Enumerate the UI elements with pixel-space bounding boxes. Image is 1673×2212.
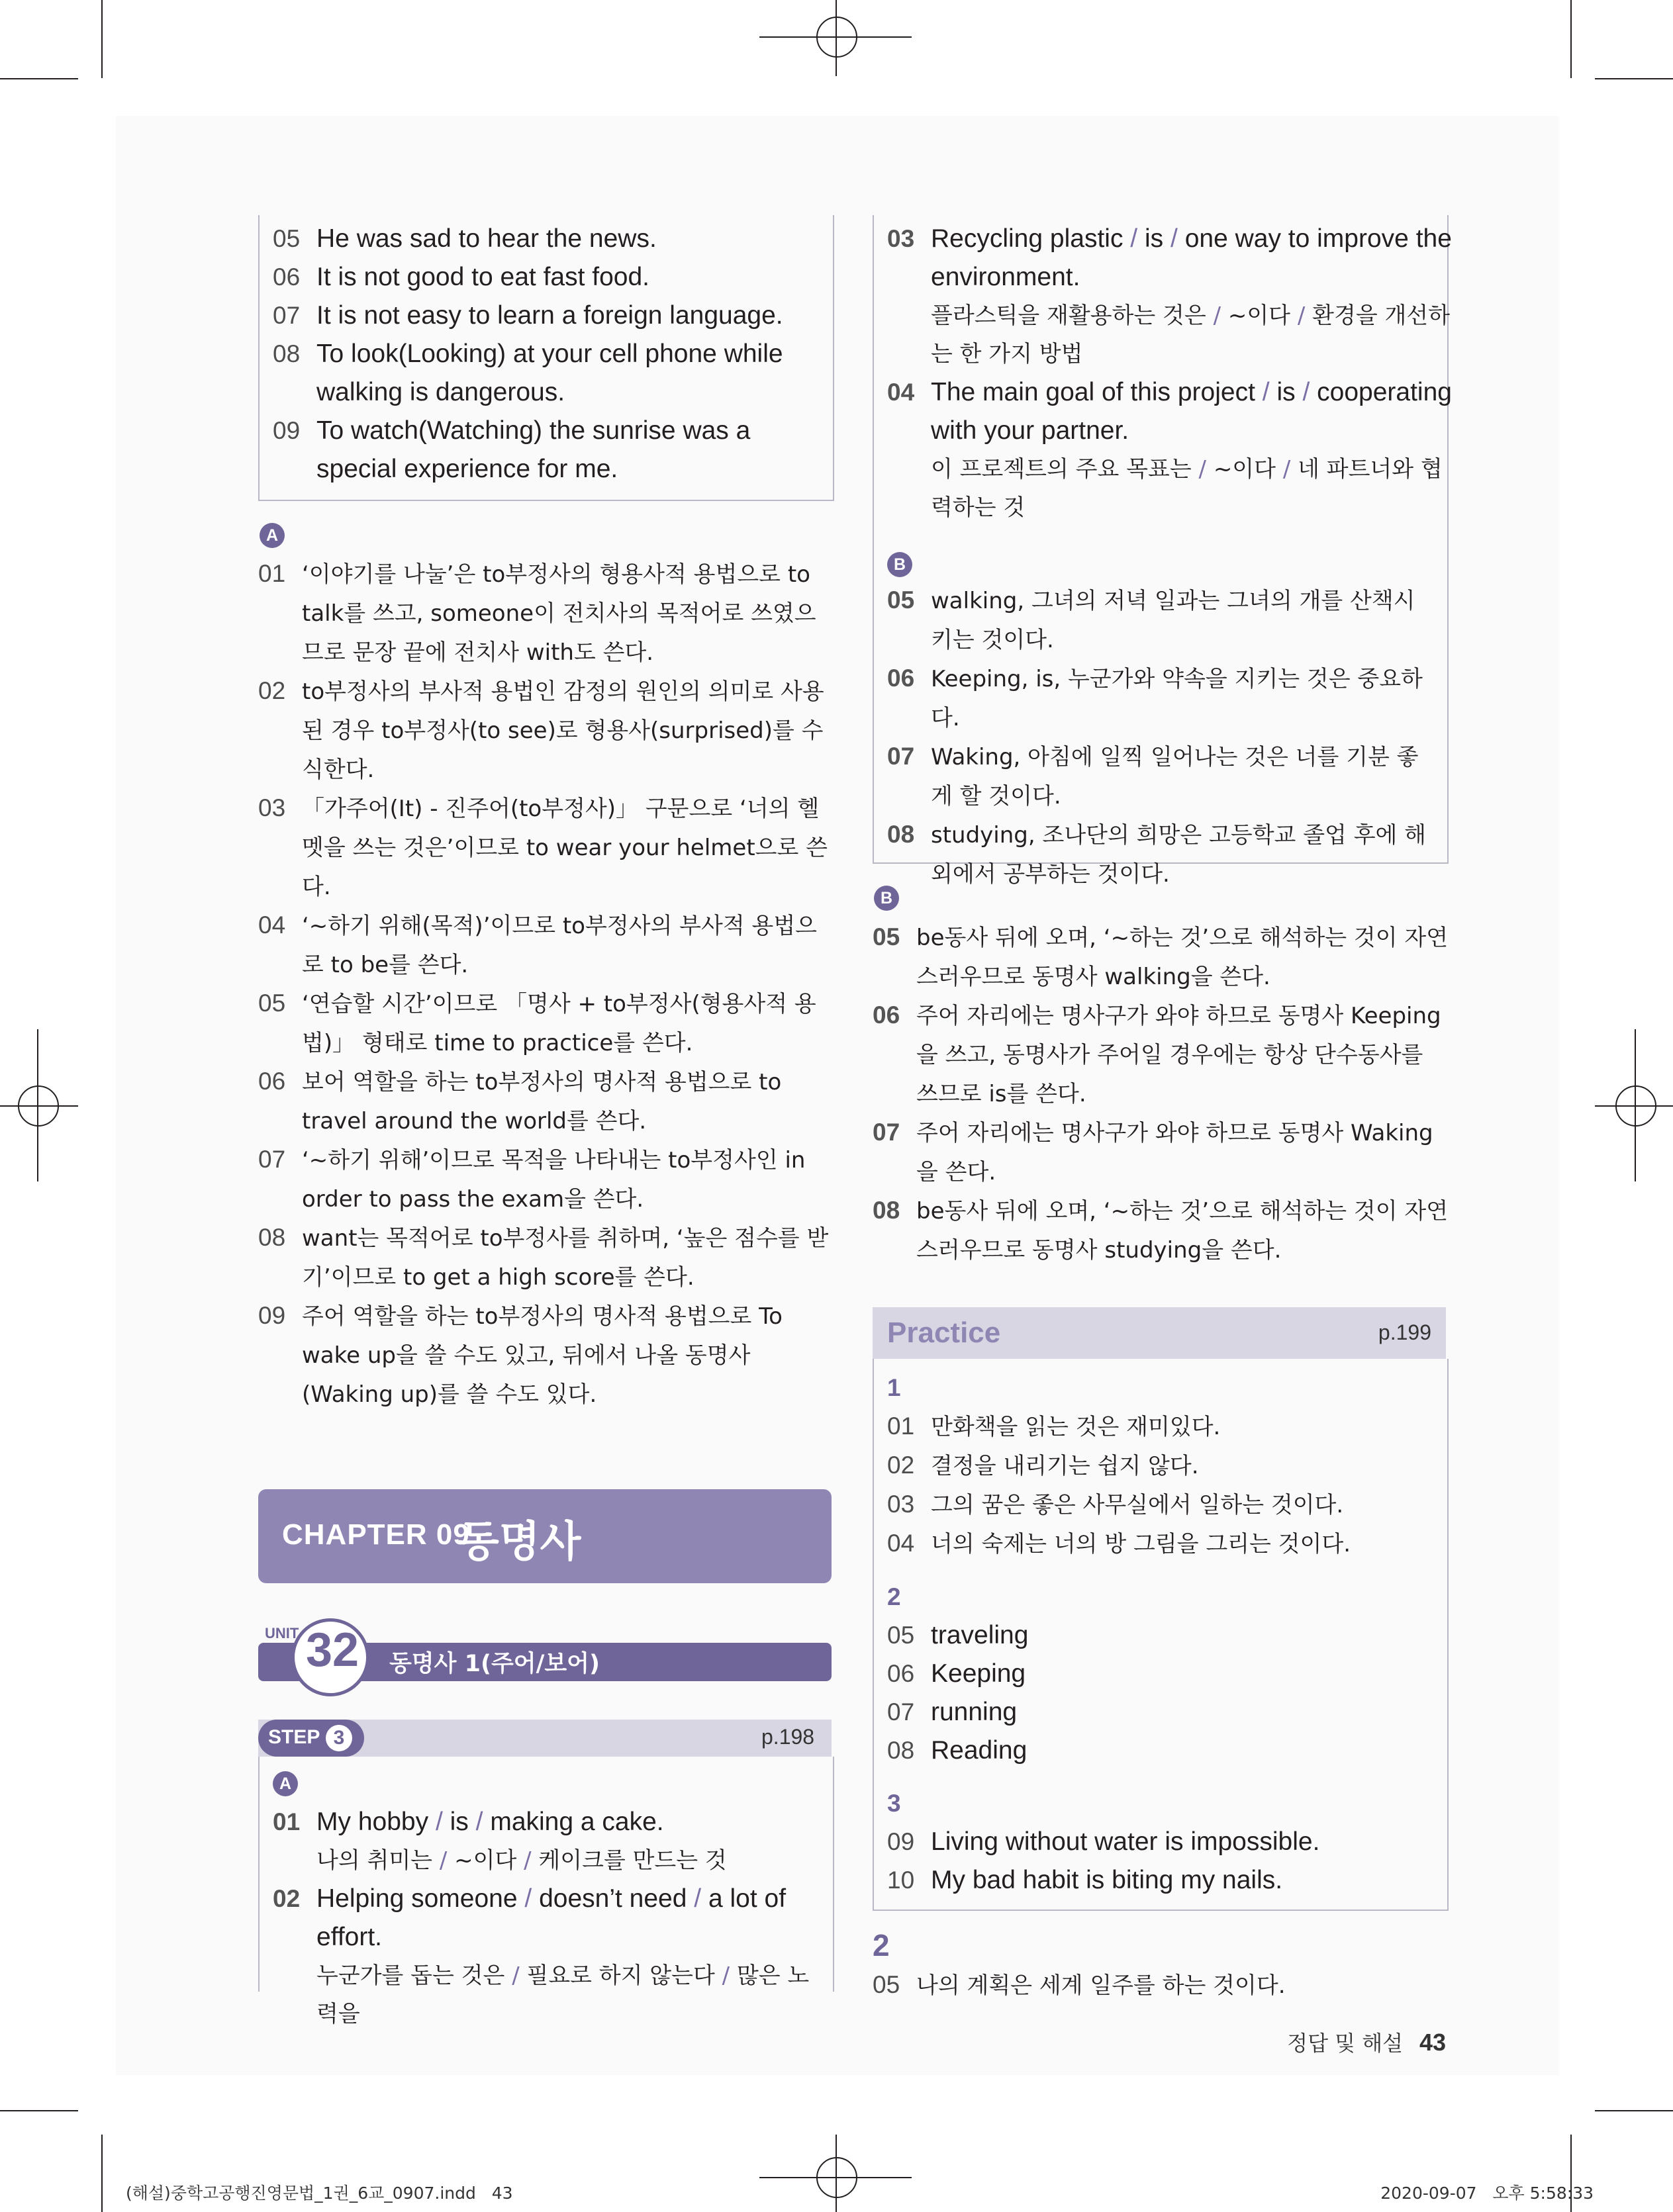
crop-mark xyxy=(1570,0,1572,78)
list-item: 01 ‘이야기를 나눌’은 to부정사의 형용사적 용법으로 to talk를 쓰고, someone이 전치사의 목적어로 쓰였으므로 문장 끝에 전치사 with도 쓴다. xyxy=(258,560,816,666)
list-item: 08 Reading xyxy=(887,1736,1028,1765)
list-item: 03 그의 꿈은 좋은 사무실에서 일하는 것이다. xyxy=(887,1491,1344,1518)
list-item: 10 My bad habit is biting my nails. xyxy=(887,1866,1283,1894)
list-item: 08 be동사 뒤에 오며, ‘~하는 것’으로 해석하는 것이 자연스러우므로 동명사 studying을 쓴다. xyxy=(873,1197,1449,1264)
list-item: 06 Keeping, is, 누군가와 약속을 지키는 것은 중요하다. xyxy=(887,665,1423,731)
list-item: 05 walking, 그녀의 저녁 일과는 그녀의 개를 산책시키는 것이다. xyxy=(887,586,1415,653)
unit-title: 동명사 1(주어/보어) xyxy=(389,1651,600,1677)
registration-line xyxy=(1595,1105,1673,1107)
list-item: 04 ‘~하기 위해(목적)’이므로 to부정사의 부사적 용법으로 to be를 쓴다. xyxy=(258,911,818,978)
crop-mark xyxy=(101,2135,103,2212)
crop-mark xyxy=(1595,2110,1673,2111)
list-item: 03 Recycling plastic / is / one way to improve the environment. 플라스틱을 재활용하는 것은 / ~이다 / 환경을 개선하는 한 가지 방법 xyxy=(887,224,1452,367)
list-item: 05 He was sad to hear the news. xyxy=(273,224,657,253)
registration-line xyxy=(1635,1029,1636,1181)
list-item: 05 traveling xyxy=(887,1621,1029,1649)
list-item: 07 It is not easy to learn a foreign language. xyxy=(273,301,783,330)
list-item: 08 want는 목적어로 to부정사를 취하며, ‘높은 점수를 받기’이므로 to get a high score를 쓴다. xyxy=(258,1224,829,1291)
step-page: p.198 xyxy=(761,1725,815,1749)
list-item: 05 be동사 뒤에 오며, ‘~하는 것’으로 해석하는 것이 자연스러우므로 동명사 walking을 쓴다. xyxy=(873,923,1449,990)
registration-line xyxy=(37,1029,38,1181)
practice-list: 1 01 만화책을 읽는 것은 재미있다. 02 결정을 내리기는 쉽지 않다. 03 그의 꿈은 좋은 사무실에서 일하는 것이다. 04 너의 숙제는 너의 방 그림을 그리는 것이다. 2 05 traveling 06 Keeping 07 running 08 Reading 3 09 Living without water is impossible. 10 My bad habit is biting my nails. xyxy=(887,1369,1437,1900)
list-item: 08 To look(Looking) at your cell phone while walking is dangerous. xyxy=(273,340,783,406)
section-a-badge: A xyxy=(260,523,285,548)
list-item: 03 「가주어(It) - 진주어(to부정사)」 구문으로 ‘너의 헬멧을 쓰는 것은’이므로 to wear your helmet으로 쓴다. xyxy=(258,794,828,900)
practice-header xyxy=(873,1307,1446,1359)
unit-number: 32 xyxy=(306,1624,359,1677)
footer-label: 정답 및 해설 xyxy=(1287,2031,1404,2056)
print-slug-right: 2020-09-07 오후 5:58:33 xyxy=(1380,2184,1594,2203)
print-slug-left: (해설)중학고공행진영문법_1권_6교_0907.indd 43 xyxy=(126,2184,513,2203)
list-item: 06 보어 역할을 하는 to부정사의 명사적 용법으로 to travel around the world를 쓴다. xyxy=(258,1068,782,1134)
step-section-a-badge: A xyxy=(273,1771,298,1796)
list-item: 05 나의 계획은 세계 일주를 하는 것이다. xyxy=(873,1971,1286,1999)
practice-title: Practice xyxy=(887,1316,1001,1349)
unit-tag: UNIT xyxy=(265,1625,299,1641)
list-item: 09 Living without water is impossible. xyxy=(887,1827,1320,1856)
explain-b-badge: B xyxy=(874,886,899,911)
crop-mark xyxy=(0,2110,78,2111)
step-section-b-badge: B xyxy=(887,543,1437,581)
chapter-label: CHAPTER 09 xyxy=(282,1518,470,1551)
registration-line xyxy=(836,2135,837,2212)
list-item: 01 My hobby / is / making a cake. 나의 취미는 / ~이다 / 케이크를 만드는 것 xyxy=(273,1808,727,1874)
page-number: 43 xyxy=(1419,2029,1446,2056)
practice-page: p.199 xyxy=(1378,1320,1431,1344)
list-item: 04 The main goal of this project / is / cooperating with your partner. 이 프로젝트의 주요 목표는 / ~이다 / 네 파트너와 협력하는 것 xyxy=(887,378,1452,521)
step-list-right xyxy=(887,220,1452,894)
chapter-banner xyxy=(258,1489,832,1583)
crop-mark xyxy=(1595,78,1673,79)
list-item: 09 주어 역할을 하는 to부정사의 명사적 용법으로 To wake up을 쓸 수도 있고, 뒤에서 나올 동명사(Waking up)를 쓸 수도 있다. xyxy=(258,1302,783,1408)
list-item: 06 Keeping xyxy=(887,1659,1026,1688)
crop-mark xyxy=(101,0,103,78)
list-item: 07 running xyxy=(887,1698,1018,1726)
list-item: 07 Waking, 아침에 일찍 일어나는 것은 너를 기분 좋게 할 것이다. xyxy=(887,743,1419,809)
list-item: 05 ‘연습할 시간’이므로 「명사 + to부정사(형용사적 용법)」 형태로 time to practice를 쓴다. xyxy=(258,990,816,1056)
list-item: 04 너의 숙제는 너의 방 그림을 그리는 것이다. xyxy=(887,1530,1351,1557)
answer-list-top-left xyxy=(273,220,802,488)
chapter-title: 동명사 xyxy=(458,1518,581,1567)
list-item: 06 주어 자리에는 명사구가 와야 하므로 동명사 Keeping을 쓰고, 동명사가 주어일 경우에는 항상 단수동사를 쓰므로 is를 쓴다. xyxy=(873,1001,1441,1107)
registration-line xyxy=(836,0,837,76)
list-item: 01 만화책을 읽는 것은 재미있다. xyxy=(887,1412,1221,1440)
step-list-left xyxy=(273,1803,822,2033)
list-item: 09 To watch(Watching) the sunrise was a special experience for me. xyxy=(273,416,751,483)
list-item: 07 주어 자리에는 명사구가 와야 하므로 동명사 Waking을 쓴다. xyxy=(873,1119,1433,1185)
step-label: STEP xyxy=(268,1726,320,1748)
list-item: 07 ‘~하기 위해’이므로 목적을 나타내는 to부정사인 in order to pass the exam을 쓴다. xyxy=(258,1146,806,1213)
footer xyxy=(1287,2027,1446,2057)
step-number: 3 xyxy=(326,1725,352,1751)
crop-mark xyxy=(0,78,78,79)
list-item: 08 studying, 조나단의 희망은 고등학교 졸업 후에 해외에서 공부하는 것이다. xyxy=(887,821,1427,888)
after-practice-group: 2 xyxy=(873,1928,890,1962)
explanation-list-a xyxy=(258,555,834,1414)
explanation-list-b xyxy=(873,918,1449,1269)
list-item: 02 결정을 내리기는 쉽지 않다. xyxy=(887,1452,1199,1479)
after-practice-item xyxy=(873,1966,1449,2005)
list-item: 02 Helping someone / doesn’t need / a lot of effort. 누군가를 돕는 것은 / 필요로 하지 않는다 / 많은 노력을 xyxy=(273,1884,810,2027)
list-item: 02 to부정사의 부사적 용법인 감정의 원인의 의미로 사용된 경우 to부정사(to see)로 형용사(surprised)를 수식한다. xyxy=(258,677,824,783)
list-item: 06 It is not good to eat fast food. xyxy=(273,263,650,291)
registration-line xyxy=(0,1105,78,1107)
